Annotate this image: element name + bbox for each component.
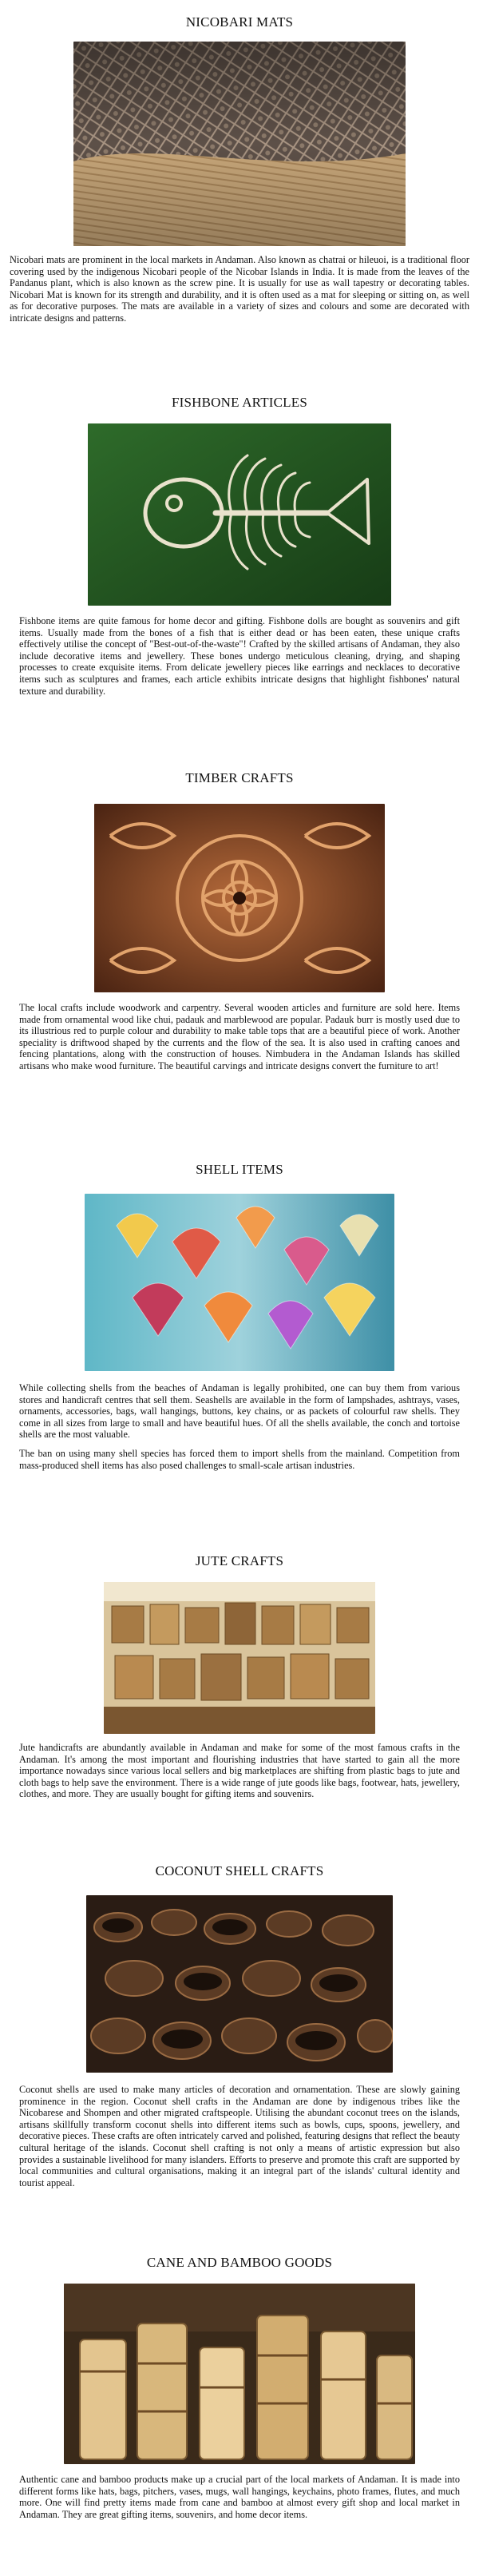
jute-crafts-image (104, 1582, 375, 1734)
paragraph: Authentic cane and bamboo products make up a crucial part of the local markets of Andaman. It is made into different forms like hats, bags, pitchers, vases, mugs, wall hangings, keychains, photo frames, flutes, and much more. One will find pretty items made from cane and bamboo at almost every gift shop and local market in Andaman. They are great gifting items, souvenirs, and home decor items. (19, 2474, 460, 2520)
section-description (19, 2084, 460, 2196)
section-heading: JUTE CRAFTS (195, 1553, 284, 1568)
section-description (19, 1002, 460, 1079)
section-description (19, 2474, 460, 2527)
paragraph: The ban on using many shell species has forced them to import shells from the mainland. Competition from mass-produced shell items has also posed challenges to small-scale artisan industries. (19, 1447, 460, 1471)
section-heading: TIMBER CRAFTS (185, 770, 294, 785)
paragraph: Fishbone items are quite famous for home decor and gifting. Fishbone dolls are bought as souvenirs and gift items. Usually made from the bones of a fish that is either dead or has been eaten, these unique crafts effectively utilise the concept of "Best-out-of-the-waste"! Crafted by the skilled artisans of Andaman, they also include decorative items and jewellery. These bones undergo meticulous cleaning, drying, and shaping processes to create exquisite items. From delicate jewellery pieces like earrings and necklaces to decorative items such as sculptures and frames, each article exhibits intricate designs that highlight fishbones' natural texture and durability. (19, 615, 460, 697)
section-heading: COCONUT SHELL CRAFTS (155, 1863, 324, 1878)
section-heading: CANE AND BAMBOO GOODS (146, 2255, 333, 2270)
section-heading: SHELL ITEMS (196, 1162, 283, 1177)
section-heading: NICOBARI MATS (185, 14, 294, 30)
coconut-shell-crafts-image (86, 1895, 393, 2073)
fishbone-articles-image (88, 423, 391, 606)
paragraph: The local crafts include woodwork and carpentry. Several wooden articles and furniture are sold here. Items made from ornamental wood like chui, padauk and marblewood are popular. Padauk burr is mostly used due to its illustrious red to purple colour and durability to make table tops that are a beautiful piece of work. Another speciality is driftwood shaped by the currents and the flow of the sea. It is also used in crafting canoes and fencing plantations, along with the construction of houses. Nimbudera in the Andaman Islands has skilled artisans who make wood furniture. The beautiful carvings and intricate designs convert the furniture to art! (19, 1002, 460, 1071)
section-heading: FISHBONE ARTICLES (171, 395, 308, 410)
paragraph: While collecting shells from the beaches of Andaman is legally prohibited, one can buy them from various stores and handicraft centres that sell them. Seashells are available in the form of lampshades, ashtrays, vases, ornaments, accessories, bags, wall hangings, buttons, key chains, or as packets of colourful raw shells. They come in all sizes from large to small and have beautiful hues. Of all the shells available, the conch and tortoise shells are the most valuable. (19, 1382, 460, 1441)
shell-items-image (85, 1194, 394, 1371)
section-description (10, 254, 469, 332)
nicobari-mats-image (73, 42, 406, 246)
section-description (19, 1382, 460, 1478)
cane-and-bamboo-goods-image (64, 2284, 415, 2464)
paragraph: Jute handicrafts are abundantly available in Andaman and make for some of the most famous crafts in the Andaman. It's among the most important and flourishing industries that have started to gain all the more importance nowadays since various local sellers and big marketplaces are shifting from plastic bags to jute and cloth bags to help save the environment. There is a wide range of jute goods like bags, footwear, hats, jewellery, clothes, and more. They are usually bought for gifting items and souvenirs. (19, 1742, 460, 1800)
timber-crafts-image (94, 804, 385, 992)
section-description (19, 615, 460, 704)
paragraph: Nicobari mats are prominent in the local markets in Andaman. Also known as chatrai or hileuoi, is a traditional floor covering used by the indigenous Nicobari people of the Nicobar Islands in India. It is made from the leaves of the Pandanus plant, which is also known as the screw pine. It is usually for use as wall tapestry or decorating tables. Nicobari Mat is known for its strength and durability, and it is often used as a mat for sleeping or sitting on, as well as for decorative purposes. The mats are available in a variety of sizes and colours and some are decorated with intricate designs and patterns. (10, 254, 469, 324)
section-description (19, 1742, 460, 1807)
paragraph: Coconut shells are used to make many articles of decoration and ornamentation. These are slowly gaining prominence in the region. Coconut shell crafts in the Andaman are done by indigenous tribes like the Nicobarese and Shompen and other migrated craftspeople. Utilising the abundant coconut trees on the islands, artisans skillfully transform coconut shells into different items such as bowls, cups, spoons, jewellery, and decorative pieces. These crafts are often intricately carved and polished, featuring designs that reflect the beauty cultural heritage of the islands. Coconut shell crafting is not only a means of artistic expression but also provides a sustainable livelihood for many islanders. Efforts to preserve and promote this craft are supported by local communities and cultural organisations, making it an integral part of the islands' cultural identity and tourist appeal. (19, 2084, 460, 2188)
